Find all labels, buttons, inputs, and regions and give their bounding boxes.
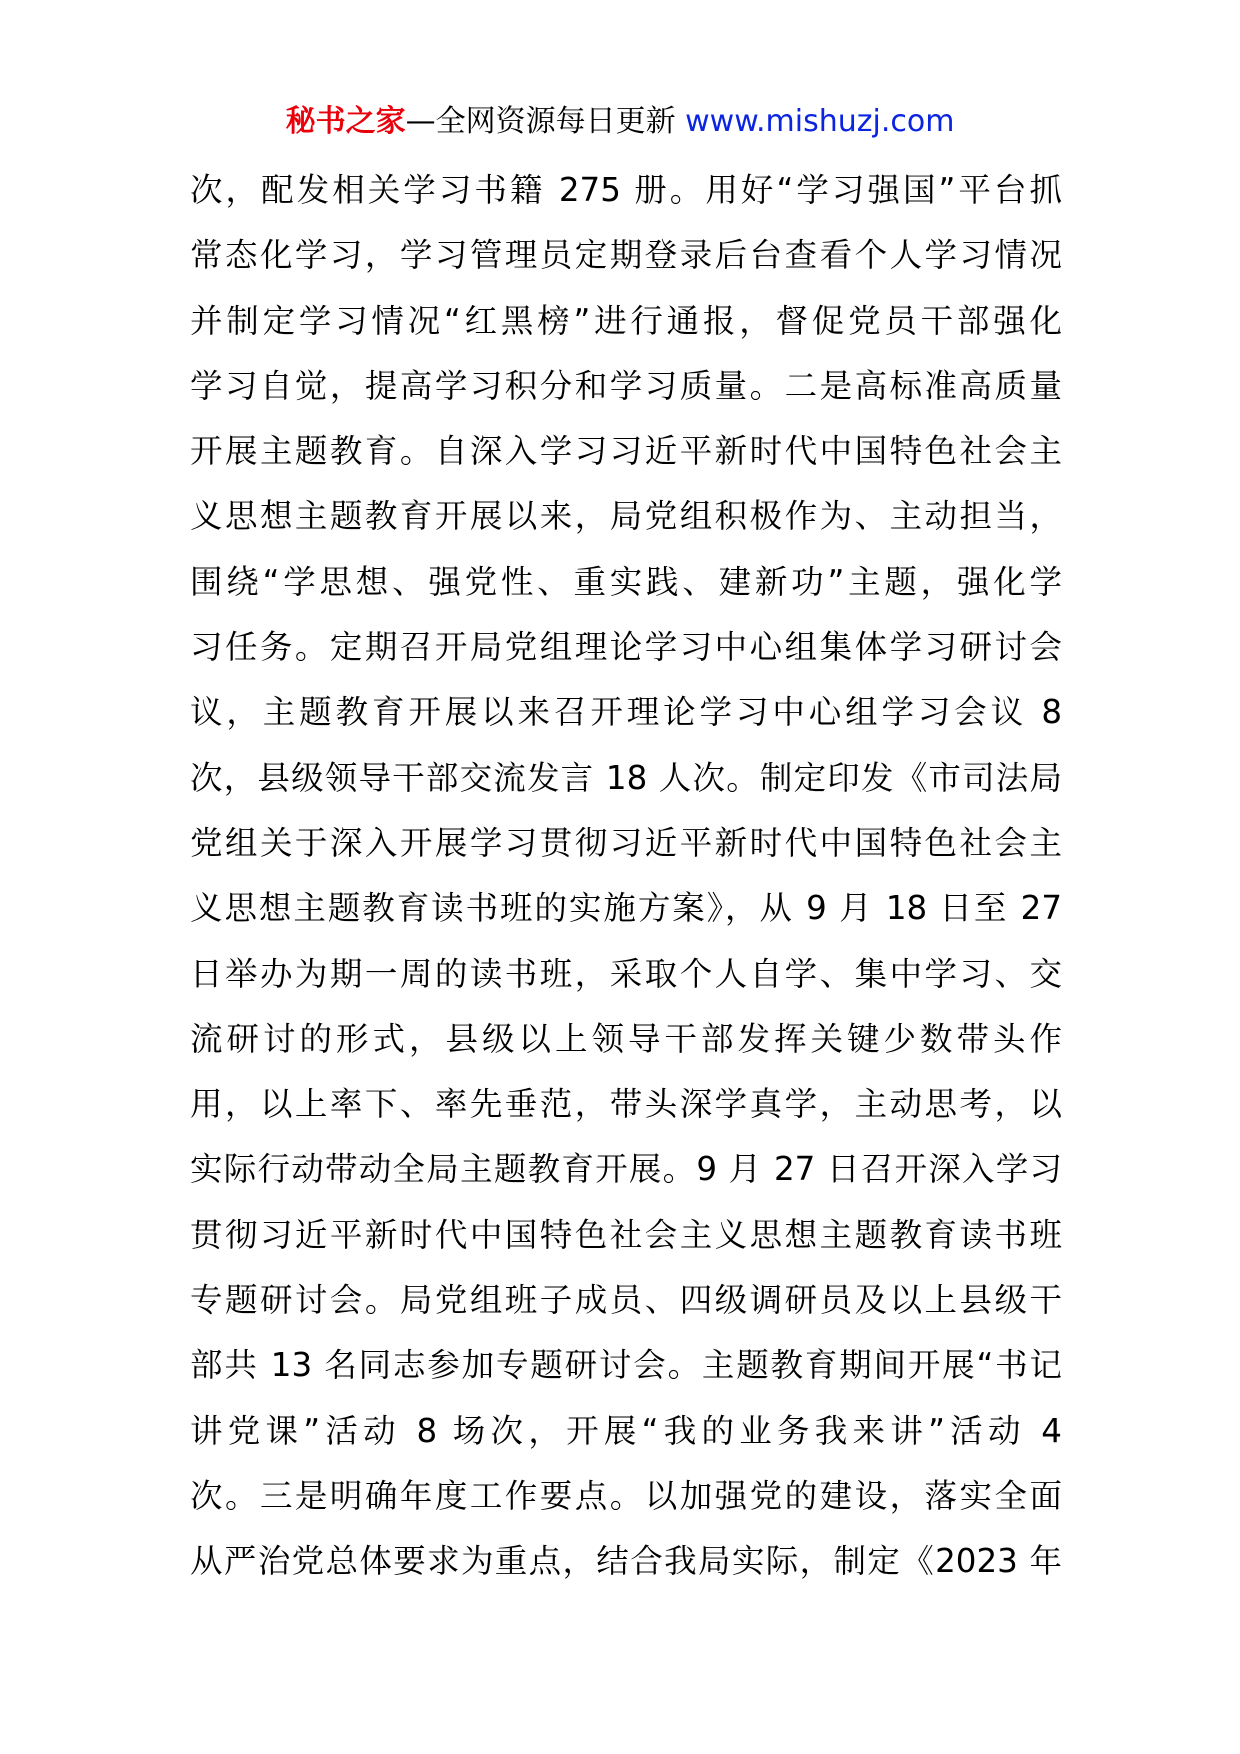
text-line: 义思想主题教育开展以来，局党组积极作为、主动担当，	[190, 497, 1062, 536]
text-line: 常态化学习，学习管理员定期登录后台查看个人学习情况	[190, 236, 1062, 275]
text-line: 日举办为期一周的读书班，采取个人自学、集中学习、交	[190, 954, 1062, 993]
document-body	[190, 158, 1062, 1595]
header-slogan: —全网资源每日更新	[405, 104, 676, 139]
text-line: 用，以上率下、率先垂范，带头深学真学，主动思考，以	[190, 1085, 1062, 1124]
text-line: 实际行动带动全局主题教育开展。9 月 27 日召开深入学习	[190, 1150, 1062, 1189]
text-line: 围绕“学思想、强党性、重实践、建新功”主题，强化学	[190, 562, 1062, 601]
text-line: 党组关于深入开展学习贯彻习近平新时代中国特色社会主	[190, 823, 1062, 862]
text-line: 讲党课”活动 8 场次，开展“我的业务我来讲”活动 4	[190, 1411, 1062, 1450]
text-line: 从严治党总体要求为重点，结合我局实际，制定《2023 年	[190, 1542, 1062, 1581]
text-line: 开展主题教育。自深入学习习近平新时代中国特色社会主	[190, 432, 1062, 471]
text-line: 次，县级领导干部交流发言 18 人次。制定印发《市司法局	[190, 758, 1062, 797]
site-url-link[interactable]: www.mishuzj.com	[685, 104, 955, 139]
text-line: 次，配发相关学习书籍 275 册。用好“学习强国”平台抓	[190, 171, 1062, 209]
text-line: 部共 13 名同志参加专题研讨会。主题教育期间开展“书记	[190, 1346, 1062, 1385]
text-line: 议，主题教育开展以来召开理论学习中心组学习会议 8	[190, 693, 1062, 732]
text-line: 习任务。定期召开局党组理论学习中心组集体学习研讨会	[190, 628, 1062, 667]
text-line: 专题研讨会。局党组班子成员、四级调研员及以上县级干	[190, 1281, 1062, 1320]
brand-name: 秘书之家	[285, 104, 406, 139]
text-line: 次。三是明确年度工作要点。以加强党的建设，落实全面	[190, 1476, 1062, 1515]
text-line: 贯彻习近平新时代中国特色社会主义思想主题教育读书班	[190, 1215, 1062, 1254]
text-line: 学习自觉，提高学习积分和学习质量。二是高标准高质量	[190, 366, 1062, 405]
text-line: 流研讨的形式，县级以上领导干部发挥关键少数带头作	[190, 1019, 1062, 1058]
text-line: 并制定学习情况“红黑榜”进行通报，督促党员干部强化	[190, 301, 1062, 340]
text-line: 义思想主题教育读书班的实施方案》，从 9 月 18 日至 27	[190, 889, 1062, 928]
site-header	[0, 102, 1240, 142]
